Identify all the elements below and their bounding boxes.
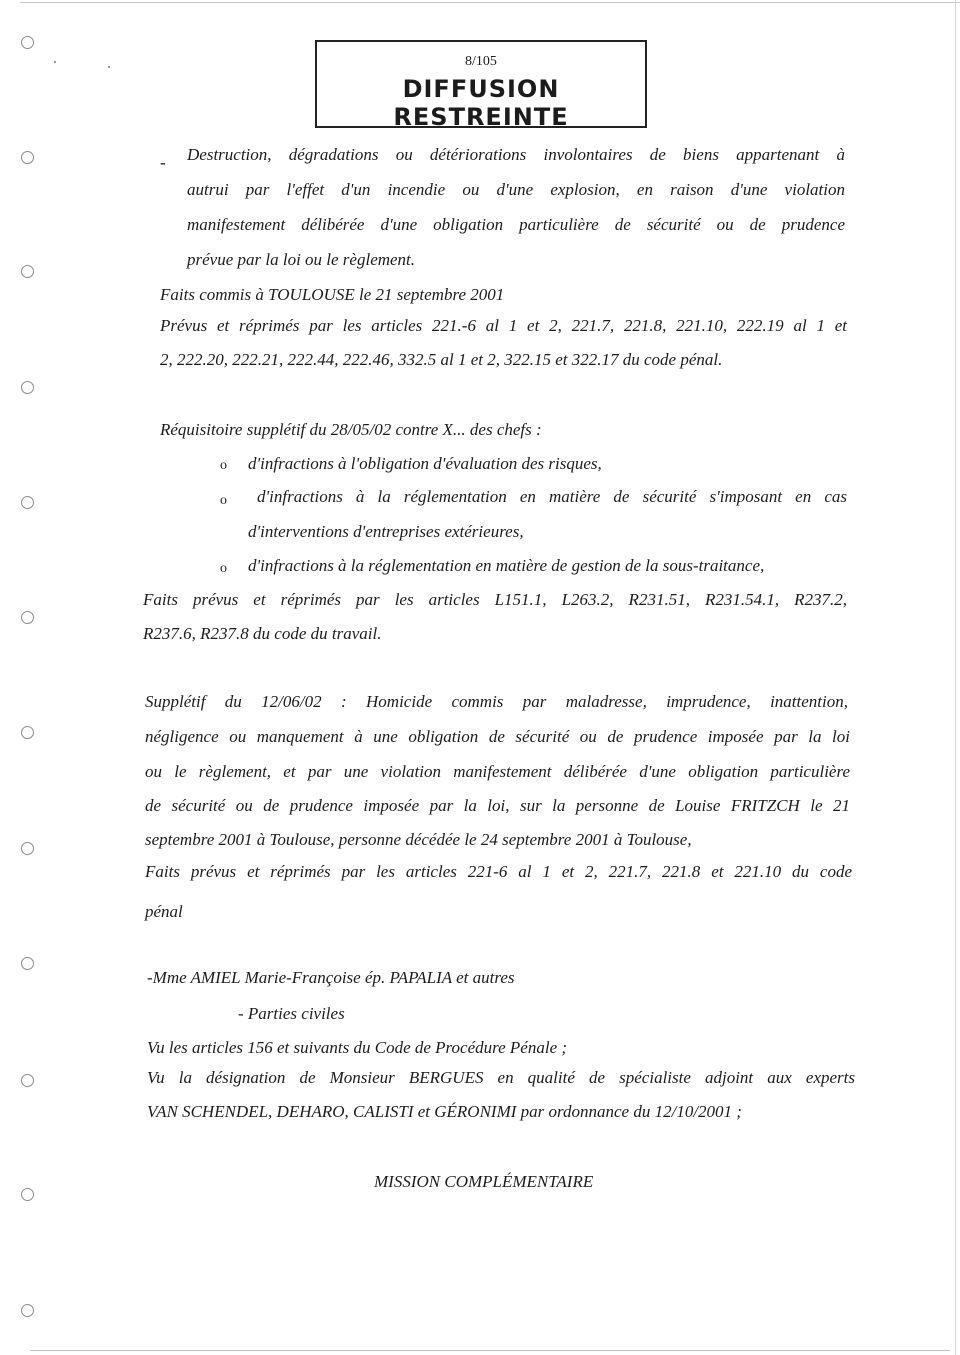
facts-line: Faits commis à TOULOUSE le 21 septembre 2001 — [160, 285, 505, 304]
list-bullet: o — [220, 458, 227, 473]
list-bullet: o — [220, 493, 227, 508]
party-role: - Parties civiles — [238, 1004, 345, 1023]
text-line: prévue par la loi ou le règlement. — [187, 250, 416, 269]
suppletif-line: de sécurité ou de prudence imposée par la loi, sur la personne de Louise FRITZCH le 21 — [145, 796, 850, 815]
binder-hole-icon — [21, 957, 34, 970]
list-item: d'infractions à la réglementation en matière de sécurité s'imposant en cas — [257, 487, 847, 506]
binder-hole-icon — [21, 496, 34, 509]
page-edge-bottom — [30, 1350, 950, 1351]
binder-hole-icon — [21, 611, 34, 624]
binder-hole-icon — [21, 265, 34, 278]
binder-hole-icon — [21, 381, 34, 394]
text-line: Destruction, dégradations ou détériorations involontaires de biens appartenant à — [187, 145, 845, 164]
text-line: autrui par l'effet d'un incendie ou d'une explosion, en raison d'une violation — [187, 180, 845, 199]
articles-line: Prévus et réprimés par les articles 221.-6 al 1 et 2, 221.7, 221.8, 221.10, 222.19 al 1 et — [160, 316, 847, 335]
scan-speck — [54, 61, 56, 63]
list-item: d'infractions à l'obligation d'évaluation des risques, — [248, 454, 602, 473]
classification-label: DIFFUSION RESTREINTE — [393, 75, 569, 131]
binder-hole-icon — [21, 151, 34, 164]
section-title: MISSION COMPLÉMENTAIRE — [374, 1172, 594, 1191]
scan-speck — [108, 66, 110, 68]
binder-hole-icon — [21, 1188, 34, 1201]
list-item: d'interventions d'entreprises extérieures, — [248, 522, 524, 541]
suppletif-line: septembre 2001 à Toulouse, personne décédée le 24 septembre 2001 à Toulouse, — [145, 830, 692, 849]
list-item: d'infractions à la réglementation en matière de gestion de la sous-traitance, — [248, 556, 765, 575]
binder-hole-icon — [21, 1304, 34, 1317]
classification-stamp — [315, 40, 647, 131]
binder-hole-icon — [21, 842, 34, 855]
binder-hole-icon — [21, 1074, 34, 1087]
vu-line: Vu la désignation de Monsieur BERGUES en qualité de spécialiste adjoint aux experts — [147, 1068, 855, 1087]
suppletif-line: Supplétif du 12/06/02 : Homicide commis par maladresse, imprudence, inattention, — [145, 692, 848, 711]
party-name: -Mme AMIEL Marie-Françoise ép. PAPALIA et autres — [147, 968, 515, 987]
suppletif-line: Faits prévus et réprimés par les articles 221-6 al 1 et 2, 221.7, 221.8 et 221.10 du code — [145, 862, 852, 881]
articles-line: R237.6, R237.8 du code du travail. — [143, 624, 382, 643]
articles-line: 2, 222.20, 222.21, 222.44, 222.46, 332.5 al 1 et 2, 322.15 et 322.17 du code pénal. — [160, 350, 723, 369]
page-number: 8/105 — [465, 54, 497, 69]
vu-line: VAN SCHENDEL, DEHARO, CALISTI et GÉRONIMI par ordonnance du 12/10/2001 ; — [147, 1102, 742, 1121]
suppletif-line: ou le règlement, et par une violation manifestement délibérée d'une obligation particulière — [145, 762, 850, 781]
articles-line: Faits prévus et réprimés par les articles L151.1, L263.2, R231.51, R231.54.1, R237.2, — [143, 590, 847, 609]
text-line: manifestement délibérée d'une obligation particulière de sécurité ou de prudence — [187, 215, 845, 234]
list-bullet: o — [220, 561, 227, 576]
suppletif-line: négligence ou manquement à une obligation de sécurité ou de prudence imposée par la loi — [145, 727, 850, 746]
suppletif-line: pénal — [145, 902, 183, 921]
page-edge-top — [20, 2, 960, 3]
vu-line: Vu les articles 156 et suivants du Code de Procédure Pénale ; — [147, 1038, 568, 1057]
requisitoire-intro: Réquisitoire supplétif du 28/05/02 contre X... des chefs : — [160, 420, 542, 439]
list-dash: - — [160, 153, 166, 172]
binder-hole-icon — [21, 36, 34, 49]
binder-hole-icon — [21, 726, 34, 739]
page-edge-right — [955, 0, 956, 1355]
